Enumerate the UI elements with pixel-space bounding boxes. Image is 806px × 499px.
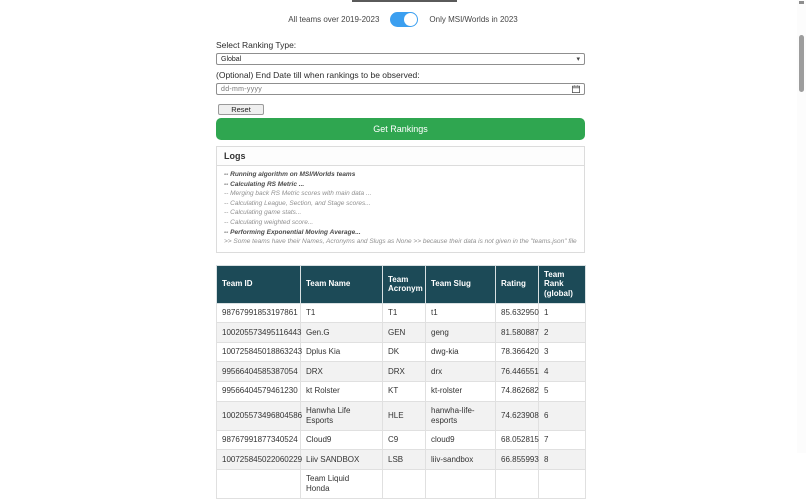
table-row: [217, 303, 586, 323]
teams-filter-toggle[interactable]: [390, 12, 418, 27]
table-cell: DK: [383, 342, 426, 362]
top-partial-element: [352, 0, 457, 2]
logs-panel: [216, 146, 585, 253]
table-cell: 81.580887: [496, 323, 539, 343]
main-content: [216, 40, 585, 499]
table-cell: DRX: [301, 362, 383, 382]
table-row: [217, 401, 586, 430]
column-header: Team Slug: [426, 265, 496, 303]
table-row: [217, 430, 586, 450]
toggle-knob: [404, 13, 417, 26]
scroll-up-arrow[interactable]: [799, 1, 804, 4]
scrollbar-thumb[interactable]: [799, 35, 804, 92]
toggle-right-label: Only MSI/Worlds in 2023: [429, 14, 518, 24]
teams-filter-row: [0, 10, 806, 28]
table-cell: 78.366420: [496, 342, 539, 362]
table-cell: 100205573495116443: [217, 323, 301, 343]
table-cell: 8: [539, 450, 586, 470]
logs-title: Logs: [217, 147, 584, 166]
table-row: [217, 450, 586, 470]
table-cell: Dplus Kia: [301, 342, 383, 362]
log-line: -- Calculating League, Section, and Stage scores...: [224, 199, 371, 207]
table-cell: Hanwha Life Esports: [301, 401, 383, 430]
table-cell: 98767991877340524: [217, 430, 301, 450]
rankings-table: [216, 265, 586, 499]
calendar-icon[interactable]: [572, 85, 580, 93]
table-cell: [217, 469, 301, 498]
end-date-value: dd-mm-yyyy: [221, 85, 263, 93]
log-line: -- Running algorithm on MSI/Worlds teams: [224, 171, 356, 178]
ranking-type-value: Global: [221, 55, 242, 63]
table-cell: [539, 469, 586, 498]
table-row: [217, 323, 586, 343]
table-cell: T1: [383, 303, 426, 323]
toggle-left-label: All teams over 2019-2023: [288, 14, 380, 24]
table-cell: dwg-kia: [426, 342, 496, 362]
get-rankings-button[interactable]: Get Rankings: [216, 118, 585, 140]
column-header: Team ID: [217, 265, 301, 303]
table-cell: KT: [383, 381, 426, 401]
table-cell: 76.446551: [496, 362, 539, 382]
table-cell: 6: [539, 401, 586, 430]
table-row: [217, 381, 586, 401]
table-cell: 100725845022060229: [217, 450, 301, 470]
ranking-type-select[interactable]: [216, 53, 585, 65]
table-cell: 74.623908: [496, 401, 539, 430]
column-header: Team Acronym: [383, 265, 426, 303]
table-cell: 98767991853197861: [217, 303, 301, 323]
table-cell: 4: [539, 362, 586, 382]
reset-button[interactable]: Reset: [218, 104, 264, 115]
table-cell: HLE: [383, 401, 426, 430]
table-cell: hanwha-life-esports: [426, 401, 496, 430]
table-cell: GEN: [383, 323, 426, 343]
table-row: [217, 342, 586, 362]
table-row-partial: [217, 469, 586, 498]
table-cell: 3: [539, 342, 586, 362]
table-cell: 74.862682: [496, 381, 539, 401]
table-cell: cloud9: [426, 430, 496, 450]
table-row: [217, 362, 586, 382]
table-cell: Gen.G: [301, 323, 383, 343]
log-line: -- Calculating game stats...: [224, 209, 302, 217]
table-cell: [496, 469, 539, 498]
table-cell: T1: [301, 303, 383, 323]
table-cell: t1: [426, 303, 496, 323]
table-cell: 100205573496804586: [217, 401, 301, 430]
table-cell: 66.855993: [496, 450, 539, 470]
log-line: -- Merging back RS Metric scores with main data ...: [224, 190, 372, 198]
column-header: Team Rank (global): [539, 265, 586, 303]
table-cell: 99566404579461230: [217, 381, 301, 401]
table-cell: Liiv SANDBOX: [301, 450, 383, 470]
column-header: Team Name: [301, 265, 383, 303]
table-cell: kt Rolster: [301, 381, 383, 401]
table-cell: liiv-sandbox: [426, 450, 496, 470]
log-line: -- Calculating weighted score...: [224, 218, 314, 226]
table-cell: 5: [539, 381, 586, 401]
table-cell: 2: [539, 323, 586, 343]
log-line: -- Performing Exponential Moving Average...: [224, 228, 361, 236]
table-cell: kt-rolster: [426, 381, 496, 401]
rankings-table-header-row: [217, 265, 586, 303]
table-cell: 7: [539, 430, 586, 450]
page-scrollbar[interactable]: [797, 0, 806, 453]
table-cell: geng: [426, 323, 496, 343]
chevron-down-icon: ▾: [576, 55, 580, 63]
table-cell: LSB: [383, 450, 426, 470]
end-date-input[interactable]: [216, 83, 585, 95]
table-cell: 85.632950: [496, 303, 539, 323]
table-cell: [383, 469, 426, 498]
table-cell: [426, 469, 496, 498]
table-cell: C9: [383, 430, 426, 450]
column-header: Rating: [496, 265, 539, 303]
logs-lines: [217, 166, 584, 252]
ranking-type-label: Select Ranking Type:: [216, 40, 297, 50]
table-cell: 1: [539, 303, 586, 323]
rankings-table-body: [217, 303, 586, 499]
table-cell: Team Liquid Honda: [301, 469, 383, 498]
table-cell: 100725845018863243: [217, 342, 301, 362]
table-cell: 68.052815: [496, 430, 539, 450]
log-line: >> Some teams have their Names, Acronyms and Slugs as None >> because their data is not given in the "teams.json" file: [224, 238, 577, 246]
table-cell: drx: [426, 362, 496, 382]
log-line: -- Calculating RS Metric ...: [224, 180, 305, 188]
table-cell: DRX: [383, 362, 426, 382]
table-cell: 99566404585387054: [217, 362, 301, 382]
table-cell: Cloud9: [301, 430, 383, 450]
end-date-label: (Optional) End Date till when rankings to be observed:: [216, 70, 420, 80]
